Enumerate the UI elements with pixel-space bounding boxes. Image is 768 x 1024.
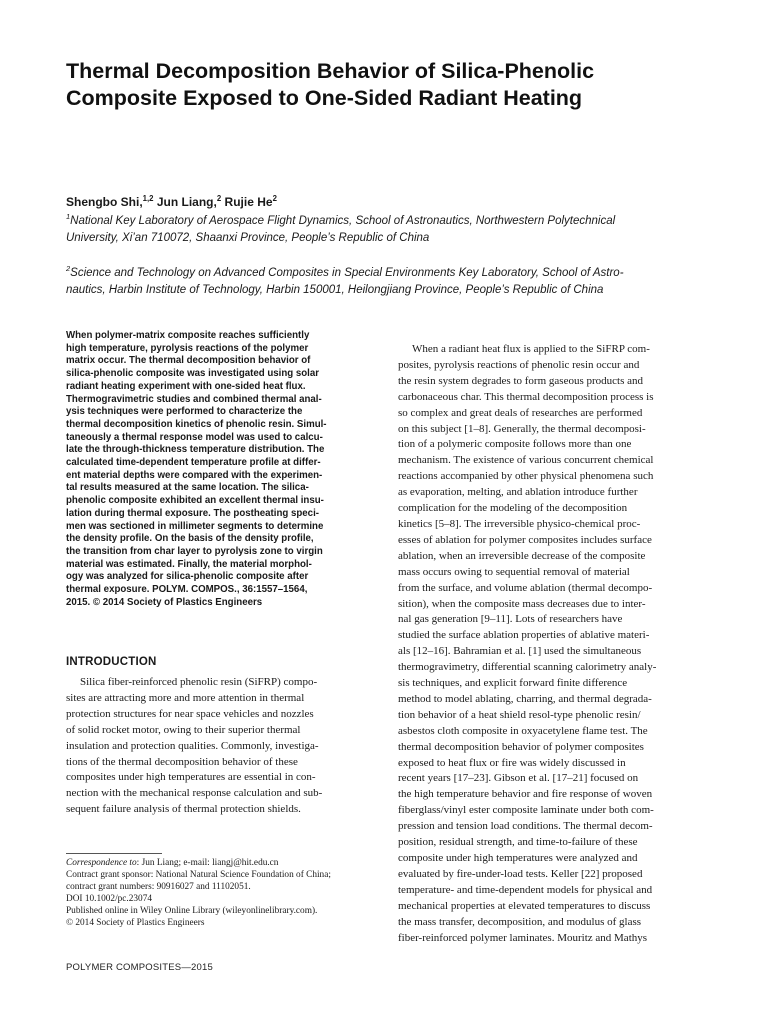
right-column-line: tion of a polymeric composite follows more than one [398, 438, 632, 451]
abstract-line: 2015. © 2014 Society of Plastics Engineers [66, 596, 263, 608]
right-column-line: mass occurs owing to sequential removal of material [398, 565, 630, 578]
affiliation-text: Science and Technology on Advanced Composites in Special Environments Key Laboratory, School of Astro- [70, 267, 624, 279]
right-column-line: studied the surface ablation properties of ablative materi- [398, 629, 650, 642]
right-column-line: sis techniques, and explicit forward finite difference [398, 677, 628, 690]
abstract-line: silica-phenolic composite was investigated using solar [66, 368, 320, 380]
right-column-line: tion behavior of a heat shield resol-type phenolic resin/ [398, 708, 641, 721]
intro-line: protection structures for near space vehicles and nozzles [66, 707, 314, 720]
right-column-line: on this subject [1–8]. Generally, the thermal decomposi- [398, 422, 646, 435]
intro-line: Silica fiber-reinforced phenolic resin (SiFRP) compo- [80, 676, 318, 688]
right-column-line: esses of ablation for polymer composites includes surface [398, 533, 652, 546]
right-column-line: from the surface, and volume ablation (thermal decompo- [398, 581, 653, 594]
paper-title [66, 58, 706, 112]
abstract [66, 330, 378, 609]
intro-line: sites are attracting more and more attention in thermal [66, 691, 305, 704]
affiliation-line: nautics, Harbin Institute of Technology, Harbin 150001, Heilongjiang Province, People’s Republic of China [66, 284, 604, 296]
author-list [66, 194, 277, 210]
right-column-line: fiber-reinforced polymer laminates. Mouritz and Mathys [398, 931, 648, 944]
author-affiliation-mark: 2 [272, 194, 277, 203]
intro-line: sequent failure analysis of thermal protection shields. [66, 803, 301, 816]
right-column-line: fiberglass/vinyl ester composite laminate under both com- [398, 804, 654, 817]
abstract-line: ysis techniques were performed to characterize the [66, 406, 303, 418]
abstract-line: matrix occur. The thermal decomposition behavior of [66, 355, 311, 367]
abstract-line: radiant heating experiment with one-sided heat flux. [66, 380, 306, 392]
intro-line: nection with the mechanical response calculation and sub- [66, 787, 323, 800]
right-column-line: posites, pyrolysis reactions of phenolic resin occur and [398, 358, 640, 371]
right-column-line: nal gas generation [9–11]. Lots of researchers have [398, 613, 623, 626]
abstract-line: phenolic composite exhibited an excellent thermal insu- [66, 495, 324, 507]
right-column-line: position, residual strength, and time-to-failure of these [398, 836, 638, 849]
title-line: Composite Exposed to One-Sided Radiant Heating [66, 86, 583, 110]
affiliation-line [66, 213, 716, 230]
abstract-line: high temperature, pyrolysis reactions of the polymer [66, 342, 309, 354]
right-column-line: kinetics [5–8]. The irreversible physico-chemical proc- [398, 517, 641, 530]
abstract-line: the density profile. On the basis of the density profile, [66, 533, 314, 545]
affiliation-line [66, 265, 716, 282]
author-affiliation-mark: 2 [216, 194, 222, 203]
right-column-line: temperature- and time-dependent models for physical and [398, 883, 653, 896]
right-column-paragraph [398, 342, 704, 946]
right-column-line: so complex and great deals of researches are performed [398, 406, 643, 419]
author-name: Shengbo Shi, [66, 195, 143, 209]
intro-line: of solid rocket motor, owing to their superior thermal [66, 723, 301, 736]
affiliation-line: University, Xi’an 710072, Shaanxi Province, People’s Republic of China [66, 232, 430, 244]
intro-line: tions of the thermal decomposition behavior of these [66, 755, 298, 768]
right-column-line: the mass transfer, decomposition, and modulus of glass [398, 915, 642, 928]
right-column-line: composite under high temperatures were analyzed and [398, 852, 638, 864]
correspondence-text: : Jun Liang; e-mail: liangj@hit.edu.cn [136, 858, 279, 868]
footnote-line: Contract grant sponsor: National Natural Science Foundation of China; [66, 870, 331, 881]
footnote-line: contract grant numbers: 90916027 and 11102051. [66, 882, 251, 893]
title-line: Thermal Decomposition Behavior of Silica-Phenolic [66, 59, 595, 83]
abstract-line: men was sectioned in millimeter segments to determine [66, 520, 324, 532]
abstract-line: Thermogravimetric studies and combined thermal anal- [66, 393, 322, 405]
footnote-line: © 2014 Society of Plastics Engineers [66, 918, 205, 929]
right-column-line: complication for the modeling of the decomposition [398, 502, 628, 515]
right-column-line: the resin system degrades to form gaseous products and [398, 374, 643, 387]
right-column-line: pression and tension load conditions. The thermal decom- [398, 820, 653, 833]
abstract-line: thermal decomposition kinetics of phenolic resin. Simul- [66, 418, 327, 430]
affiliation-text: National Key Laboratory of Aerospace Flight Dynamics, School of Astronautics, Northwestern Polytechnical [70, 215, 616, 227]
right-column-line: evaluated by fire-under-load tests. Keller [22] proposed [398, 867, 643, 880]
right-column-line: When a radiant heat flux is applied to the SiFRP com- [412, 343, 650, 355]
abstract-line: tal results measured at the same location. The silica- [66, 482, 309, 494]
right-column-line: als [12–16]. Bahramian et al. [1] used the simultaneous [398, 645, 642, 658]
affiliation-mark: 1 [66, 212, 71, 222]
right-column-line: method to model ablating, charring, and thermal degrada- [398, 692, 652, 705]
author-name: Rujie He [221, 195, 273, 209]
abstract-line: taneously a thermal response model was used to calcu- [66, 431, 323, 443]
affiliation-2 [66, 265, 716, 299]
right-column-line: thermal decomposition behavior of polymer composites [398, 740, 644, 753]
right-column-line: mechanical properties at elevated temperatures to discuss [398, 899, 651, 912]
right-column-line: asbestos cloth composite in oxyacetylene flame test. The [398, 724, 648, 737]
abstract-line: When polymer-matrix composite reaches sufficiently [66, 330, 310, 341]
affiliation-1 [66, 213, 716, 247]
right-column-line: recent years [17–23]. Gibson et al. [17–21] focused on [398, 772, 639, 785]
right-column-line: thermogravimetry, differential scanning calorimetry analy- [398, 661, 657, 674]
right-column-line: ablation, when an irreversible decrease of the composite [398, 549, 646, 562]
right-column-line: carbonaceous char. This thermal decomposition process is [398, 390, 654, 403]
abstract-line: ent material depths were compared with the experimen- [66, 469, 323, 481]
right-column-line: mechanism. The existence of various concurrent chemical [398, 454, 654, 467]
abstract-line: calculated time-dependent temperature profile at differ- [66, 457, 321, 469]
intro-line: composites under high temperatures are essential in con- [66, 771, 316, 784]
abstract-line: thermal exposure. POLYM. COMPOS., 36:1557–1564, [66, 584, 308, 596]
running-footer: POLYMER COMPOSITES—2015 [66, 962, 213, 973]
affiliation-mark: 2 [66, 264, 71, 274]
author-affiliation-mark: 1,2 [142, 194, 154, 203]
author-name: Jun Liang, [153, 195, 217, 209]
correspondence-label: Correspondence to [66, 858, 137, 868]
section-heading-introduction: INTRODUCTION [66, 656, 157, 668]
introduction-paragraph [66, 675, 378, 818]
footnotes [66, 857, 378, 930]
right-column-line: reactions accompanied by other physical phenomena such [398, 470, 654, 483]
abstract-line: late the through-thickness temperature distribution. The [66, 444, 325, 456]
intro-line: insulation and protection qualities. Commonly, investiga- [66, 739, 319, 752]
abstract-line: the transition from char layer to pyrolysis zone to virgin [66, 545, 323, 557]
abstract-line: lation during thermal exposure. The postheating speci- [66, 507, 319, 519]
right-column-line: the high temperature behavior and fire response of woven [398, 788, 653, 801]
right-column-line: exposed to heat flux or fire was widely discussed in [398, 756, 626, 769]
right-column-line: sition), when the composite mass decreases due to inter- [398, 597, 646, 610]
footnote-line: Published online in Wiley Online Library (wileyonlinelibrary.com). [66, 906, 318, 917]
abstract-line: ogy was analyzed for silica-phenolic composite after [66, 571, 309, 583]
right-column-line: as evaporation, melting, and ablation introduce further [398, 486, 638, 499]
footnote-line: DOI 10.1002/pc.23074 [66, 894, 152, 905]
abstract-line: material was estimated. Finally, the material morphol- [66, 558, 312, 570]
footnote-divider [66, 853, 162, 854]
footnote-correspondence [66, 857, 378, 869]
